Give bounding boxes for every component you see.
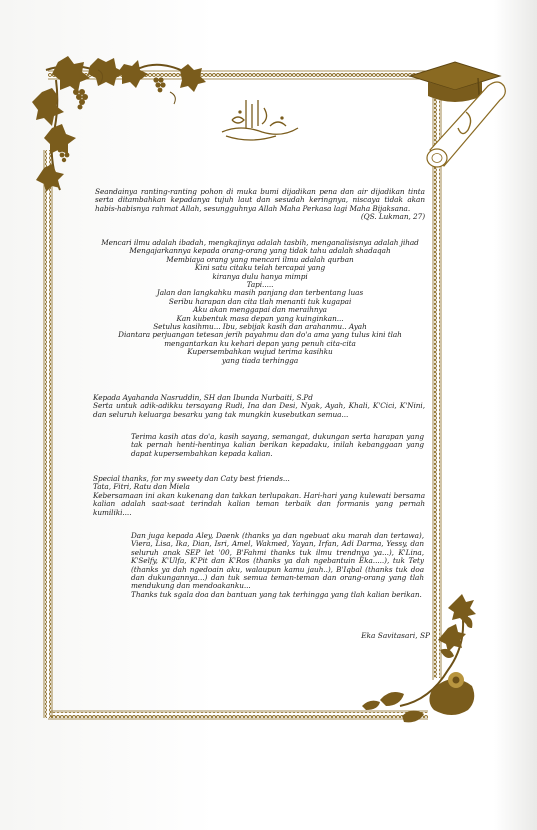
poem-line: Kini satu citaku telah tercapai yang (194, 263, 326, 273)
poem-line: Aku akan menggapai dan meraihnya (193, 305, 327, 315)
dedication-parents: Kepada Ayahanda Nasruddin, SH dan Ibunda Nurbaiti, S.Pd (93, 393, 313, 402)
dedication-block (93, 394, 425, 419)
poem-line: Kan kubentuk masa depan yang kuinginkan... (176, 313, 344, 323)
poem-line: Tapi..... (246, 280, 274, 290)
poem-line: Jalan dan langkahku masih panjang dan terbentang luas (156, 288, 364, 298)
poem-line: Mencari ilmu adalah ibadah, mengkajinya adalah tasbih, menganalisisnya adalah jihad (101, 238, 419, 247)
poem-line: Setulus kasihmu... Ibu, sebijak kasih dan arahanmu.. Ayah (153, 322, 367, 332)
floral-ornament (362, 594, 476, 722)
special-thanks-line: Special thanks, for my sweety dan Caty best friends... (93, 474, 290, 483)
dedication-thanks (131, 433, 424, 458)
poem-line: Seribu harapan dan cita tlah menanti tuk kugapai (168, 296, 352, 306)
dedication-thanks-text: Terima kasih atas do'a, kasih sayang, semangat, dukungan serta harapan yang tak pernah henti-hentinya kalian berikan kepadaku, inilah kebanggaan yang dapat kupersembahkan kepada kalian. (131, 432, 424, 458)
special-thanks-block (93, 475, 425, 517)
poem-line: Diantara perjuangan tetesan jerih payahmu dan do'a ama yang tulus kini tlah (118, 330, 402, 340)
poem (92, 239, 428, 365)
poem-line: Membiaya orang yang mencari ilmu adalah qurban (166, 254, 354, 264)
poem-line: mengantarkan ku kehari depan yang penuh cita-cita (164, 338, 356, 348)
poem-line: yang tiada terhingga (221, 355, 299, 365)
poem-line: Mengajarkannya kepada orang-orang yang tidak tahu adalah shadaqah (129, 246, 391, 256)
signature: Eka Savitasari, SP (361, 631, 430, 640)
best-friends-names: Tata, Fitri, Ratu dan Miela (93, 482, 190, 492)
friendship-message: Kebersamaan ini akan kukenang dan takkan terlupakan. Hari-hari yang kulewati bersama kalian adalah saat-saat terindah kalian teman terbaik dan formanis yang pernah kumiliki.... (93, 490, 425, 517)
friends-thanks-text: Dan juga kepada Aley, Daenk (thanks ya dan ngebuat aku marah dan tertawa), Viera, Lisa, Ika, Dian, Isri, Amel, Wakmed, Yayan, Irfan, Adi Darma, Yessy, dan seluruh anak SEP let '00, B'Fahmi thanks tuk ilmu trendnya ya...), K'Lina, K'Selfy, K'Ulfa, K'Pit dan K'Ros (thanks ya dah ngebantuin Eka.....), tuk Tety (thanks ya dah ngedoain aku, walaupun kamu jauh..), B'Iqbal (thanks tuk doa dan dukungannya...) dan tuk semua teman-teman dan orang-orang yang tlah mendukung dan mendoakanku... (131, 531, 424, 591)
poem-line: kiranya dulu hanya mimpi (212, 271, 308, 281)
closing-thanks: Thanks tuk sgala doa dan bantuan yang tak terhingga yang tlah kalian berikan. (131, 589, 422, 599)
quote-text: Seandainya ranting-ranting pohon di muka bumi dijadikan pena dan air dijadikan tinta serta ditambahkan kepadanya tujuh laut dan sesudah keringnya, niscaya tidak akan habis-habisnya rahmat Allah, sesungguhnya Allah Maha Perkasa lagi Maha Bijaksana. (95, 187, 425, 213)
basmala-calligraphy (222, 100, 298, 140)
friends-thanks-block (131, 532, 424, 599)
dedication-family: Serta untuk adik-adikku tersayang Rudi, Ina dan Desi, Nyak, Ayah, Khali, K'Cici, K'Nini, dan seluruh keluarga besarku yang tak mungkin kusebutkan semua... (93, 401, 425, 419)
poem-line: Kupersembahkan wujud terima kasihku (187, 347, 333, 357)
opening-quote (95, 188, 425, 222)
grape-cluster (58, 77, 166, 162)
quote-reference: (QS. Lukman, 27) (360, 212, 425, 222)
